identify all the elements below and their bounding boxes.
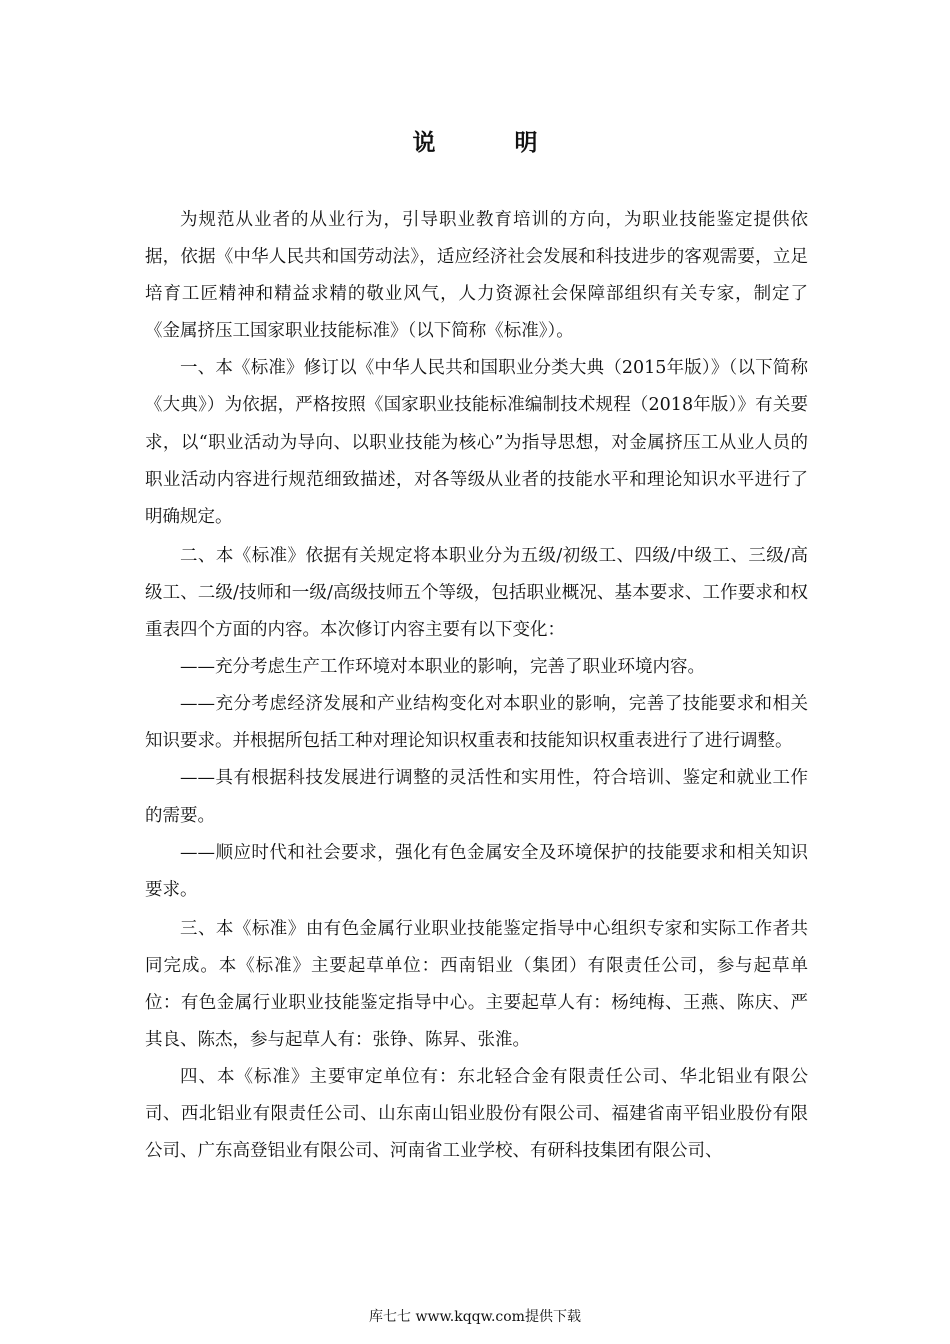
paragraph-section-2: 二、本《标准》依据有关规定将本职业分为五级/初级工、四级/中级工、三级/高级工、二级/技师和一级/高级技师五个等级，包括职业概况、基本要求、工作要求和权重表四个方面的内容。本次修订内容主要有以下变化：: [145, 545, 808, 641]
paragraph-section-3: 三、本《标准》由有色金属行业职业技能鉴定指导中心组织专家和实际工作者共同完成。本《标准》主要起草单位：西南铝业（集团）有限责任公司，参与起草单位：有色金属行业职业技能鉴定指导中心。主要起草人有：杨纯梅、王燕、陈庆、严其良、陈杰，参与起草人有：张铮、陈昇、张淮。: [145, 918, 808, 1051]
paragraph-intro: 为规范从业者的从业行为，引导职业教育培训的方向，为职业技能鉴定提供依据，依据《中华人民共和国劳动法》，适应经济社会发展和科技进步的客观需要，立足培育工匠精神和精益求精的敬业风气，人力资源社会保障部组织有关专家，制定了《金属挤压工国家职业技能标准》（以下简称《标准》）。: [145, 210, 808, 342]
paragraph-change-1: ——充分考虑生产工作环境对本职业的影响，完善了职业环境内容。: [180, 657, 705, 678]
paragraph-change-2: ——充分考虑经济发展和产业结构变化对本职业的影响，完善了技能要求和相关知识要求。并根据所包括工种对理论知识权重表和技能知识权重表进行了进行调整。: [145, 694, 808, 752]
page-title: 说 明: [412, 130, 566, 156]
paragraph-change-4: ——顺应时代和社会要求，强化有色金属安全及环境保护的技能要求和相关知识要求。: [145, 842, 808, 900]
page-footer-watermark: 库七七 www.kqqw.com提供下载: [369, 1309, 581, 1325]
paragraph-section-4: 四、本《标准》主要审定单位有：东北轻合金有限责任公司、华北铝业有限公司、西北铝业有限责任公司、山东南山铝业股份有限公司、福建省南平铝业股份有限公司、广东高登铝业有限公司、河南省工业学校、有研科技集团有限公司、: [145, 1067, 808, 1162]
document-body: [145, 202, 808, 1170]
paragraph-section-1: 一、本《标准》修订以《中华人民共和国职业分类大典（2015年版）》（以下简称《大典》）为依据，严格按照《国家职业技能标准编制技术规程（2018年版）》有关要求，以“职业活动为导向、以职业技能为核心”为指导思想，对金属挤压工从业人员的职业活动内容进行规范细致描述，对各等级从业者的技能水平和理论知识水平进行了明确规定。: [145, 358, 808, 527]
paragraph-change-3: ——具有根据科技发展进行调整的灵活性和实用性，符合培训、鉴定和就业工作的需要。: [145, 768, 808, 826]
